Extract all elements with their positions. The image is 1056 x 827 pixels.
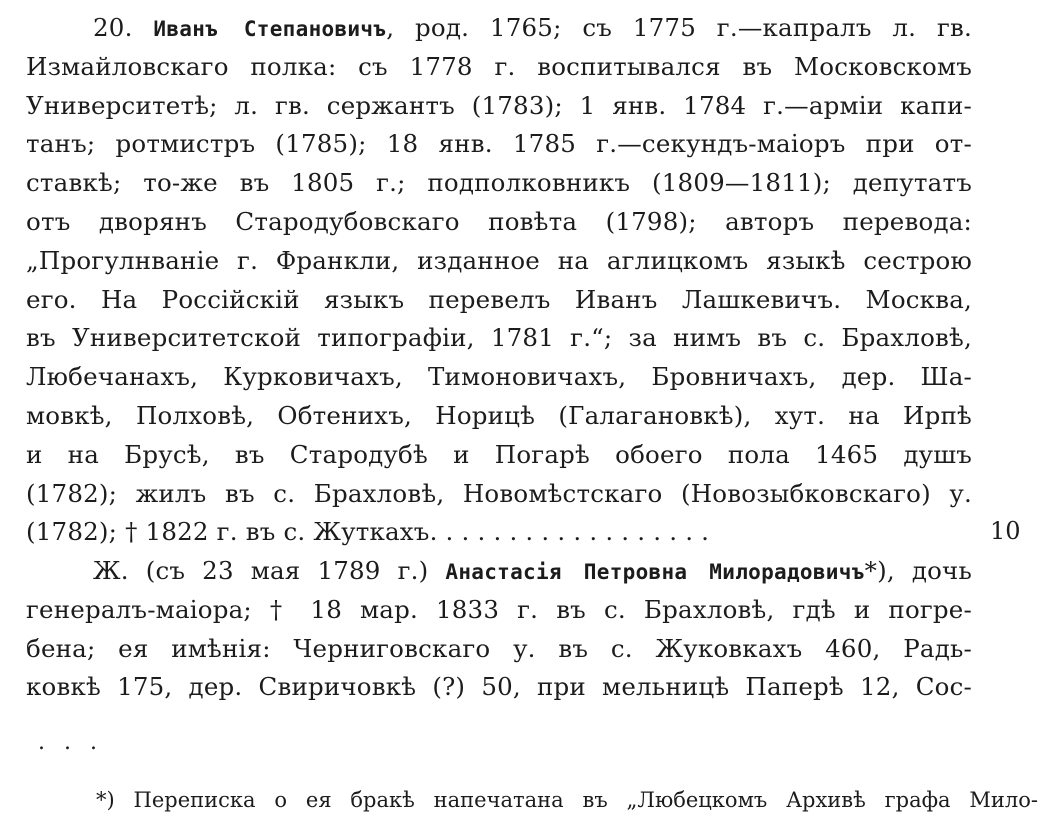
text-line: „Прогулнваніе г. Франкли, изданное на аглицкомъ языкѣ сестрою (26, 246, 972, 275)
text-line: Любечанахъ, Курковичахъ, Тимоновичахъ, Бровничахъ, дер. Ша- (26, 362, 972, 391)
text-line: ставкѣ; то-же въ 1805 г.; подполковникъ (1809—1811); депутатъ (26, 168, 972, 197)
text-line: и на Брусѣ, въ Стародубѣ и Погарѣ обоего пола 1465 душъ (26, 440, 972, 469)
text-line: въ Университетской типографіи, 1781 г.“; за нимъ въ с. Брахловѣ, (26, 323, 972, 352)
text-line: бена; ея имѣнія: Черниговскаго у. въ с. Жуковкахъ 460, Радь- (26, 634, 972, 663)
footnote: *) Переписка о ея бракѣ напечатана въ „Любецкомъ Архивѣ графа Мило- (96, 788, 1038, 812)
text-line: его. На Россійскій языкъ перевелъ Иванъ Лашкевичъ. Москва, (26, 285, 972, 314)
person-name: Иванъ Степановичъ (153, 17, 387, 41)
text-line: генералъ-маіора; † 18 мар. 1833 г. въ с. Брахловѣ, гдѣ и погре- (26, 595, 972, 624)
entry-number: 20. (93, 13, 154, 42)
margin-line-number: 10 (990, 517, 1021, 545)
text-line: ковкѣ 175, дер. Свиричовкѣ (?) 50, при мельницѣ Паперѣ 12, Сос- (26, 672, 972, 701)
person-name: Анастасія Петровна Милорадовичъ (445, 560, 865, 584)
text-line: танъ; ротмистръ (1785); 18 янв. 1785 г.—секундъ-маіоръ при от- (26, 129, 972, 158)
text-line (93, 12, 972, 43)
text-line: мовкѣ, Полховѣ, Обтенихъ, Норицѣ (Галагановкѣ), хут. на Ирпѣ (26, 401, 972, 430)
text-line: отъ дворянъ Стародубовскаго повѣта (1798); авторъ перевода: (26, 207, 972, 236)
text-line (93, 555, 972, 586)
text-line: (1782); † 1822 г. въ с. Жуткахъ. . . . . . . . . . . . . . . . . . (26, 517, 710, 546)
text-line: Измайловскаго полка: съ 1778 г. воспитывался въ Московскомъ (26, 52, 972, 81)
entry-marker: Ж. (съ 23 мая 1789 г.) (93, 556, 446, 585)
text-line: (1782); жилъ въ с. Брахловѣ, Новомѣстскаго (Новозыбковскаго) у. (26, 479, 972, 508)
text-line: Университетѣ; л. гв. сержантъ (1783); 1 янв. 1784 г.—арміи капи- (26, 91, 972, 120)
page-break-dots: . . . (38, 730, 103, 755)
text-segment: *), дочь (864, 556, 972, 585)
text-segment: , род. 1765; съ 1775 г.—капралъ л. гв. (386, 13, 972, 42)
